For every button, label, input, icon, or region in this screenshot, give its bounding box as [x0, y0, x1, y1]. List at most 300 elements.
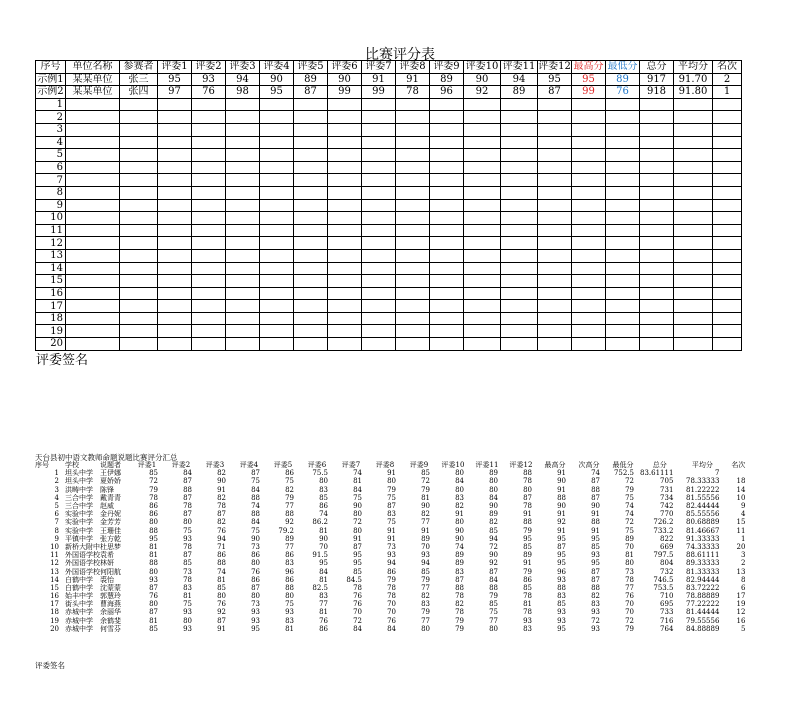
example-row: [36, 86, 742, 99]
summary-header-cell: 评委3: [205, 461, 225, 470]
summary-cell: 81: [353, 477, 362, 486]
summary-cell: 78.88889: [686, 592, 720, 601]
header-cell: 平均分: [674, 61, 713, 74]
summary-cell: 9: [740, 502, 746, 511]
empty-cell: [226, 199, 260, 212]
summary-cell: 87: [523, 493, 532, 502]
table-row: [36, 174, 742, 187]
empty-cell: [192, 224, 226, 237]
summary-cell: 90: [557, 477, 566, 486]
empty-cell: [226, 123, 260, 136]
summary-cell: 10: [50, 542, 59, 551]
empty-cell: [260, 136, 294, 149]
empty-cell: [120, 237, 158, 250]
summary-cell: 822: [660, 534, 674, 543]
summary-cell: 夏娇娇: [100, 477, 121, 486]
summary-cell: 95: [591, 534, 600, 543]
summary-cell: 77: [319, 600, 328, 609]
table-row: [36, 212, 742, 225]
summary-cell: 83: [183, 583, 192, 592]
row-number: 19: [36, 325, 66, 338]
table-cell: 78: [396, 86, 430, 99]
summary-cell: 三合中学: [65, 493, 93, 502]
table-cell: 96: [430, 86, 464, 99]
table-row: [36, 186, 742, 199]
summary-cell: 70: [387, 600, 396, 609]
empty-cell: [226, 249, 260, 262]
summary-cell: 白鹤中学: [65, 575, 93, 584]
empty-cell: [66, 186, 120, 199]
summary-cell: 93: [523, 616, 532, 625]
empty-cell: [226, 338, 260, 351]
empty-cell: [538, 237, 572, 250]
empty-cell: [192, 136, 226, 149]
summary-cell: 实验中学: [65, 518, 93, 527]
summary-cell: 93: [591, 624, 600, 633]
empty-cell: [464, 249, 501, 262]
empty-cell: [572, 224, 606, 237]
empty-cell: [606, 123, 640, 136]
summary-cell: 90: [251, 534, 260, 543]
summary-cell: 83: [285, 616, 294, 625]
summary-cell: 84: [183, 469, 192, 478]
summary-cell: 91: [217, 624, 226, 633]
summary-cell: 坦头中学: [65, 477, 93, 486]
empty-cell: [294, 249, 328, 262]
summary-cell: 733: [660, 608, 674, 617]
summary-cell: 83: [523, 624, 532, 633]
summary-cell: 余丽华: [100, 608, 121, 617]
summary-cell: 88: [591, 485, 600, 494]
table-row: [36, 249, 742, 262]
empty-cell: [328, 262, 362, 275]
summary-cell: 91: [557, 469, 566, 478]
summary-cell: 82: [285, 485, 294, 494]
summary-cell: 78: [183, 502, 192, 511]
summary-cell: 2: [740, 559, 746, 568]
summary-cell: 82: [421, 510, 430, 519]
summary-cell: 79: [625, 624, 634, 633]
table-row: [36, 224, 742, 237]
empty-cell: [606, 338, 640, 351]
header-cell: 最高分: [573, 61, 604, 73]
header-cell: 单位名称: [66, 61, 120, 74]
summary-cell: 91: [387, 526, 396, 535]
empty-cell: [294, 136, 328, 149]
empty-cell: [226, 98, 260, 111]
empty-cell: [501, 136, 538, 149]
empty-cell: [66, 111, 120, 124]
header-cell: 评委2: [192, 61, 226, 74]
empty-cell: [294, 199, 328, 212]
summary-cell: 73: [251, 600, 260, 609]
summary-cell: 94: [217, 534, 226, 543]
summary-cell: 74: [319, 510, 328, 519]
empty-cell: [294, 224, 328, 237]
empty-cell: [430, 249, 464, 262]
summary-header-cell: 评委6: [307, 461, 327, 470]
summary-cell: 3: [740, 551, 746, 560]
summary-cell: 89: [489, 469, 498, 478]
summary-cell: 732: [660, 567, 674, 576]
summary-cell: 90: [353, 502, 362, 511]
empty-cell: [538, 111, 572, 124]
summary-cell: 85: [591, 542, 600, 551]
empty-cell: [328, 312, 362, 325]
table-cell: 90: [328, 73, 362, 86]
header-cell: 评委9: [430, 61, 464, 74]
empty-cell: [120, 262, 158, 275]
empty-cell: [713, 212, 742, 225]
summary-cell: 80: [455, 518, 464, 527]
summary-cell: 72: [489, 542, 498, 551]
empty-cell: [430, 300, 464, 313]
row-number: 7: [36, 174, 66, 187]
summary-cell: 86: [285, 575, 294, 584]
table-cell: 张三: [120, 73, 158, 86]
summary-cell: 88: [217, 559, 226, 568]
row-number: 2: [36, 111, 66, 124]
summary-header-cell: 评委1: [137, 461, 157, 470]
empty-cell: [260, 275, 294, 288]
summary-cell: 18: [736, 477, 746, 486]
summary-cell: 70: [319, 542, 328, 551]
summary-cell: 72: [625, 477, 634, 486]
summary-cell: 734: [660, 493, 674, 502]
empty-cell: [158, 224, 192, 237]
summary-cell: 86: [523, 575, 532, 584]
summary-cell: 80: [149, 567, 158, 576]
summary-cell: 87: [149, 583, 158, 592]
table-cell: 95: [260, 86, 294, 99]
summary-cell: 96: [285, 567, 294, 576]
summary-cell: 75: [489, 608, 498, 617]
table-cell: 99: [572, 86, 606, 99]
summary-cell: 10: [736, 493, 746, 502]
empty-cell: [120, 186, 158, 199]
empty-cell: [362, 111, 396, 124]
summary-cell: 77: [285, 542, 294, 551]
summary-header-cell: 次高分: [578, 461, 600, 470]
empty-cell: [362, 312, 396, 325]
table-cell: 2: [713, 73, 742, 86]
empty-cell: [430, 287, 464, 300]
empty-cell: [501, 262, 538, 275]
summary-title: 天台县初中语文教师命题说题比赛评分汇总: [35, 453, 178, 462]
summary-cell: 6: [740, 583, 746, 592]
summary-cell: 91.33333: [686, 534, 720, 543]
summary-cell: 84: [489, 575, 498, 584]
summary-cell: 坦头中学: [65, 469, 93, 478]
empty-cell: [362, 224, 396, 237]
empty-cell: [260, 237, 294, 250]
empty-cell: [606, 98, 640, 111]
empty-cell: [66, 249, 120, 262]
empty-cell: [538, 338, 572, 351]
empty-cell: [606, 249, 640, 262]
summary-cell: 85: [319, 493, 328, 502]
summary-cell: 83: [591, 600, 600, 609]
example-row: [36, 73, 742, 86]
empty-cell: [640, 161, 674, 174]
summary-cell: 8: [54, 526, 59, 535]
empty-cell: [294, 325, 328, 338]
row-number: 3: [36, 123, 66, 136]
header-cell: 评委3: [226, 61, 260, 74]
empty-cell: [192, 249, 226, 262]
row-number: 15: [36, 275, 66, 288]
empty-cell: [572, 325, 606, 338]
empty-cell: [606, 174, 640, 187]
summary-cell: 白鹤中学: [65, 583, 93, 592]
summary-cell: 91: [353, 534, 362, 543]
summary-cell: 81: [149, 616, 158, 625]
empty-cell: [674, 136, 713, 149]
row-number: 14: [36, 262, 66, 275]
empty-cell: [362, 325, 396, 338]
table-cell: 918: [640, 86, 674, 99]
summary-cell: 80: [353, 510, 362, 519]
summary-signature-label: 评委签名: [35, 661, 65, 670]
empty-cell: [538, 312, 572, 325]
empty-cell: [66, 212, 120, 225]
summary-cell: 外国语学校: [65, 567, 100, 576]
summary-cell: 80: [523, 485, 532, 494]
summary-cell: 94: [489, 534, 498, 543]
summary-cell: 85: [523, 583, 532, 592]
summary-cell: 75: [625, 493, 634, 502]
empty-cell: [572, 312, 606, 325]
summary-cell: 王珊佳: [100, 526, 121, 535]
summary-cell: 79.55556: [686, 616, 720, 625]
empty-cell: [572, 249, 606, 262]
empty-cell: [328, 199, 362, 212]
empty-cell: [66, 224, 120, 237]
summary-cell: 75: [183, 526, 192, 535]
empty-cell: [226, 186, 260, 199]
empty-cell: [713, 249, 742, 262]
summary-cell: 91: [387, 469, 396, 478]
empty-cell: [501, 161, 538, 174]
table-row: [36, 300, 742, 313]
empty-cell: [120, 287, 158, 300]
summary-cell: 88: [523, 518, 532, 527]
table-cell: 91: [362, 73, 396, 86]
empty-cell: [328, 287, 362, 300]
empty-cell: [538, 224, 572, 237]
empty-cell: [464, 199, 501, 212]
summary-cell: 王伊娜: [100, 469, 121, 478]
summary-cell: 87: [591, 493, 600, 502]
summary-row: [35, 584, 751, 592]
empty-cell: [226, 136, 260, 149]
summary-cell: 84: [489, 493, 498, 502]
summary-cell: 11: [50, 551, 59, 560]
summary-header-cell: 评委8: [375, 461, 395, 470]
empty-cell: [674, 312, 713, 325]
summary-cell: 78: [387, 583, 396, 592]
summary-cell: 78: [183, 575, 192, 584]
summary-header-cell: 平均分: [691, 461, 713, 470]
summary-header-cell: 评委7: [341, 461, 361, 470]
empty-cell: [362, 123, 396, 136]
table-cell: 91.70: [674, 73, 713, 86]
empty-cell: [120, 212, 158, 225]
summary-cell: 91: [217, 485, 226, 494]
empty-cell: [501, 186, 538, 199]
empty-cell: [226, 237, 260, 250]
header-cell: 评委10: [464, 61, 501, 74]
empty-cell: [538, 186, 572, 199]
summary-cell: 89: [455, 551, 464, 560]
summary-cell: 78: [523, 477, 532, 486]
table-cell: 某某单位: [66, 73, 120, 86]
empty-cell: [606, 136, 640, 149]
empty-cell: [226, 161, 260, 174]
summary-cell: 89: [421, 534, 430, 543]
summary-cell: 76: [353, 592, 362, 601]
table-row: [36, 123, 742, 136]
empty-cell: [606, 237, 640, 250]
summary-cell: 5: [54, 502, 59, 511]
empty-cell: [464, 224, 501, 237]
empty-cell: [120, 199, 158, 212]
row-number: 17: [36, 300, 66, 313]
summary-cell: 74: [591, 469, 600, 478]
summary-cell: 72: [591, 616, 600, 625]
empty-cell: [362, 249, 396, 262]
summary-cell: 外国语学校: [65, 559, 100, 568]
summary-cell: 87: [183, 493, 192, 502]
empty-cell: [328, 149, 362, 162]
summary-cell: 74: [625, 510, 634, 519]
summary-cell: 87: [183, 510, 192, 519]
summary-row: [35, 527, 751, 535]
summary-cell: 9: [54, 534, 59, 543]
empty-cell: [192, 212, 226, 225]
empty-cell: [260, 325, 294, 338]
signature-label: 评委签名: [36, 353, 89, 368]
empty-cell: [430, 174, 464, 187]
header-cell: 评委4: [260, 61, 294, 74]
summary-cell: 75: [353, 493, 362, 502]
summary-cell: 81.46667: [686, 526, 720, 535]
summary-cell: 74.33333: [686, 542, 720, 551]
empty-cell: [538, 287, 572, 300]
summary-cell: 92: [217, 608, 226, 617]
summary-cell: 6: [54, 510, 59, 519]
empty-cell: [538, 300, 572, 313]
empty-cell: [464, 300, 501, 313]
summary-cell: 89.33333: [686, 559, 720, 568]
empty-cell: [640, 300, 674, 313]
summary-table: [35, 461, 751, 633]
empty-cell: [640, 262, 674, 275]
summary-cell: 81: [217, 575, 226, 584]
summary-cell: 73: [387, 542, 396, 551]
empty-cell: [362, 136, 396, 149]
empty-cell: [328, 161, 362, 174]
summary-cell: 73: [625, 567, 634, 576]
summary-cell: 93: [591, 551, 600, 560]
summary-cell: 81: [421, 493, 430, 502]
summary-cell: 84.5: [346, 575, 362, 584]
summary-cell: 82: [591, 592, 600, 601]
empty-cell: [501, 287, 538, 300]
summary-cell: 79: [387, 485, 396, 494]
empty-cell: [674, 325, 713, 338]
empty-cell: [501, 174, 538, 187]
empty-cell: [538, 136, 572, 149]
summary-cell: 90: [217, 477, 226, 486]
summary-cell: 70: [625, 600, 634, 609]
summary-cell: 87: [591, 567, 600, 576]
empty-cell: [120, 275, 158, 288]
table-cell: 76: [192, 86, 226, 99]
summary-cell: 赤城中学: [65, 616, 93, 625]
empty-cell: [260, 312, 294, 325]
summary-cell: 5: [740, 624, 746, 633]
table-cell: 示例1: [37, 73, 64, 85]
empty-cell: [674, 123, 713, 136]
summary-cell: 72: [353, 616, 362, 625]
empty-cell: [572, 136, 606, 149]
summary-cell: 80: [251, 592, 260, 601]
table-cell: 87: [294, 86, 328, 99]
summary-cell: 91: [557, 510, 566, 519]
empty-cell: [572, 186, 606, 199]
table-row: [36, 149, 742, 162]
summary-cell: 82: [489, 518, 498, 527]
summary-cell: 14: [736, 485, 746, 494]
empty-cell: [713, 338, 742, 351]
table-row: [36, 287, 742, 300]
summary-cell: 82: [217, 493, 226, 502]
summary-cell: 8: [740, 575, 746, 584]
summary-header-cell: 评委9: [409, 461, 429, 470]
empty-cell: [396, 224, 430, 237]
summary-cell: 75: [183, 600, 192, 609]
empty-cell: [328, 224, 362, 237]
summary-cell: 林妍: [100, 559, 114, 568]
summary-cell: 83.61111: [640, 469, 674, 478]
empty-cell: [501, 275, 538, 288]
summary-cell: 77.22222: [686, 600, 720, 609]
summary-cell: 87: [353, 542, 362, 551]
summary-cell: 18: [50, 608, 59, 617]
summary-cell: 80: [455, 485, 464, 494]
empty-cell: [606, 111, 640, 124]
table-row: [36, 312, 742, 325]
summary-cell: 80: [251, 559, 260, 568]
summary-cell: 95: [591, 559, 600, 568]
summary-cell: 89: [455, 559, 464, 568]
summary-cell: 83: [319, 485, 328, 494]
summary-cell: 92: [557, 518, 566, 527]
empty-cell: [158, 237, 192, 250]
summary-cell: 95: [319, 559, 328, 568]
empty-cell: [192, 123, 226, 136]
summary-cell: 80: [217, 592, 226, 601]
summary-cell: 90: [421, 502, 430, 511]
empty-cell: [606, 275, 640, 288]
empty-cell: [158, 186, 192, 199]
summary-cell: 13: [736, 567, 746, 576]
empty-cell: [464, 123, 501, 136]
table-row: [36, 237, 742, 250]
summary-cell: 85: [421, 469, 430, 478]
summary-cell: 84.88889: [686, 624, 720, 633]
